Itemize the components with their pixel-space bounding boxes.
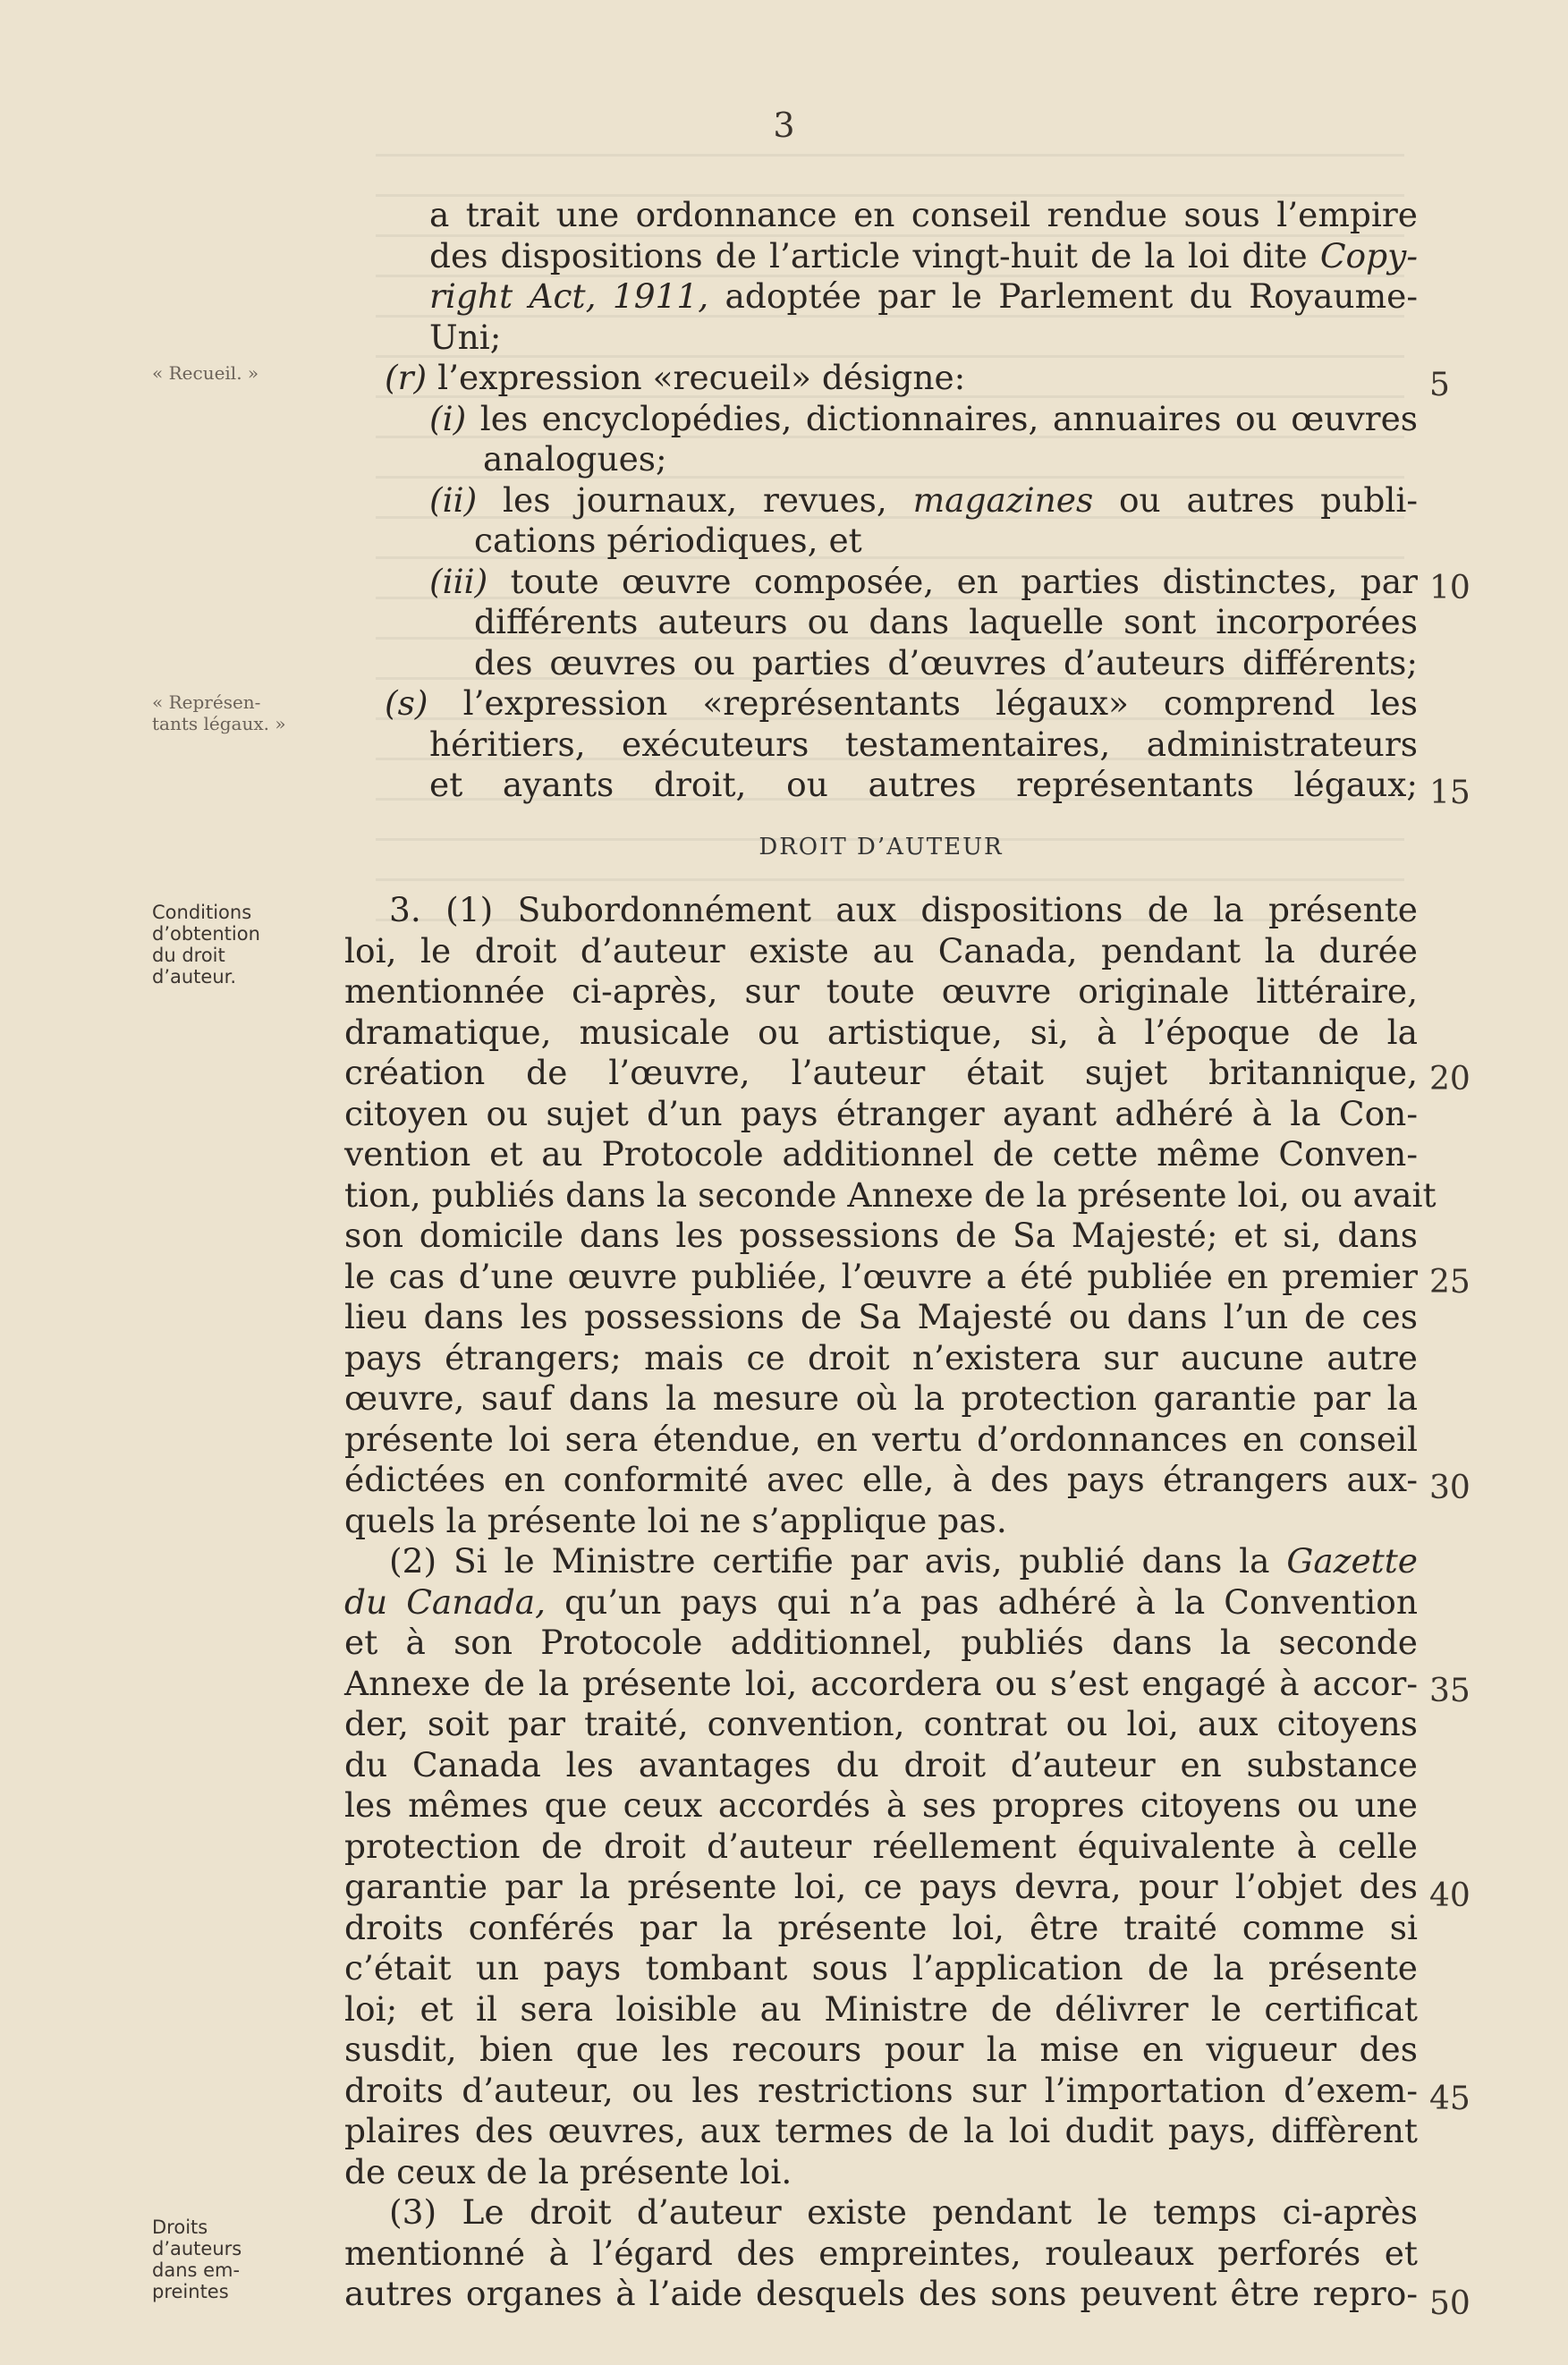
line-number: 20 (1429, 1061, 1471, 1098)
text-line: susdit, bien que les recours pour la mise en vigueur des (344, 2030, 1418, 2069)
text-line: vention et au Protocole additionnel de cette même Conven- (344, 1134, 1418, 1174)
line-number: 15 (1429, 775, 1471, 811)
text-line: le cas d’une œuvre publiée, l’œuvre a été publiée en premier (344, 1256, 1418, 1296)
text-line: quels la présente loi ne s’applique pas. (344, 1500, 1007, 1540)
text-line: mentionné à l’égard des empreintes, rouleaux perforés et (344, 2233, 1418, 2273)
text-line: droits d’auteur, ou les restrictions sur l’importation d’exem- (344, 2070, 1418, 2110)
text-line: (3) Le droit d’auteur existe pendant le temps ci-après (389, 2192, 1418, 2232)
text-line: c’était un pays tombant sous l’application de la présente (344, 1948, 1418, 1988)
text-line: 3. (1) Subordonnément aux dispositions de la présente (389, 890, 1418, 929)
page-number: 3 (773, 106, 795, 145)
section-3-body (344, 890, 1437, 2315)
text-line: lieu dans les possessions de Sa Majesté ou dans l’un de ces (344, 1297, 1418, 1336)
definition-r (385, 358, 1418, 683)
text-line: et ayants droit, ou autres représentants légaux; (429, 765, 1418, 804)
text-line: droits conférés par la présente loi, être traité comme si (344, 1907, 1418, 1947)
text-line: pays étrangers; mais ce droit n’existera sur aucune autre (344, 1337, 1418, 1377)
text-line: analogues; (483, 439, 667, 479)
text-line: tion, publiés dans la seconde Annexe de la présente loi, ou avait (344, 1174, 1437, 1215)
text-line: citoyen ou sujet d’un pays étranger ayant adhéré à la Con- (344, 1093, 1418, 1133)
text-line: (2) Si le Ministre certifie par avis, publié dans la Gazette (389, 1541, 1418, 1581)
text-line: autres organes à l’aide desquels des sons peuvent être repro- (344, 2274, 1418, 2313)
text-line: plaires des œuvres, aux termes de la loi dudit pays, diffèrent (344, 2111, 1418, 2150)
text-line: du Canada, qu’un pays qui n’a pas adhéré à la Convention (344, 1581, 1419, 1622)
text-line: édictées en conformité avec elle, à des pays étrangers aux- (344, 1460, 1418, 1499)
margin-note-conditions: Conditions d’obtention du droit d’auteur. (152, 902, 260, 988)
text-line: des dispositions de l’article vingt-huit de la loi dite Copy- (429, 235, 1418, 275)
text-line: héritiers, exécuteurs testamentaires, administrateurs (429, 724, 1418, 764)
text-line: dramatique, musicale ou artistique, si, à l’époque de la (344, 1012, 1418, 1052)
text-line: (r) l’expression «recueil» désigne: (385, 358, 966, 397)
line-number: 25 (1429, 1264, 1471, 1301)
margin-note-representants: « Représen- tants légaux. » (152, 691, 286, 734)
text-line: (i) les encyclopédies, dictionnaires, annuaires ou œuvres (429, 398, 1418, 438)
line-number: 45 (1429, 2081, 1471, 2117)
text-line: des œuvres ou parties d’œuvres d’auteurs différents; (474, 642, 1418, 682)
line-number: 40 (1429, 1878, 1471, 1914)
line-number: 10 (1429, 570, 1471, 606)
line-number: 30 (1429, 1470, 1471, 1506)
text-line: du Canada les avantages du droit d’auteur en substance (344, 1744, 1418, 1784)
text-line: loi; et il sera loisible au Ministre de délivrer le certificat (344, 1988, 1418, 2029)
text-line: présente loi sera étendue, en vertu d’ordonnances en conseil (344, 1419, 1418, 1459)
text-line: (iii) toute œuvre composée, en parties distinctes, par (429, 561, 1418, 601)
text-line: garantie par la présente loi, ce pays devra, pour l’objet des (344, 1867, 1418, 1906)
line-number: 35 (1429, 1673, 1471, 1709)
text-line: loi, le droit d’auteur existe au Canada, pendant la durée (344, 930, 1418, 971)
text-line: protection de droit d’auteur réellement équivalente à celle (344, 1826, 1418, 1866)
text-line: son domicile dans les possessions de Sa Majesté; et si, dans (344, 1216, 1418, 1255)
text-line: et à son Protocole additionnel, publiés dans la seconde (344, 1623, 1418, 1662)
definition-s (385, 683, 1418, 806)
text-line: les mêmes que ceux accordés à ses propres citoyens ou une (344, 1785, 1418, 1825)
text-line: Annexe de la présente loi, accordera ou s’est engagé à accor- (344, 1663, 1418, 1703)
margin-note-droits: Droits d’auteurs dans em- preintes (152, 2217, 242, 2302)
text-line: de ceux de la présente loi. (344, 2151, 792, 2191)
text-line: (ii) les journaux, revues, magazines ou autres publi- (429, 479, 1418, 520)
line-number: 5 (1429, 367, 1450, 403)
text-line: right Act, 1911, adoptée par le Parlement du Royaume- (429, 276, 1419, 316)
text-line: œuvre, sauf dans la mesure où la protection garantie par la (344, 1378, 1418, 1418)
line-number: 50 (1429, 2285, 1471, 2322)
text-line: der, soit par traité, convention, contrat ou loi, aux citoyens (344, 1704, 1418, 1743)
text-line: a trait une ordonnance en conseil rendue sous l’empire (429, 195, 1418, 234)
text-line: Uni; (429, 317, 502, 357)
text-line: création de l’œuvre, l’auteur était sujet britannique, (344, 1053, 1418, 1092)
margin-note-recueil: « Recueil. » (152, 362, 259, 384)
text-line: mentionnée ci-après, sur toute œuvre originale littéraire, (344, 971, 1418, 1011)
section-heading: DROIT D’AUTEUR (759, 834, 1004, 860)
text-line: cations périodiques, et (474, 521, 862, 560)
definitions-block (429, 195, 1418, 358)
text-line: différents auteurs ou dans laquelle sont incorporées (474, 602, 1418, 641)
text-line: (s) l’expression «représentants légaux» comprend les (385, 683, 1418, 723)
